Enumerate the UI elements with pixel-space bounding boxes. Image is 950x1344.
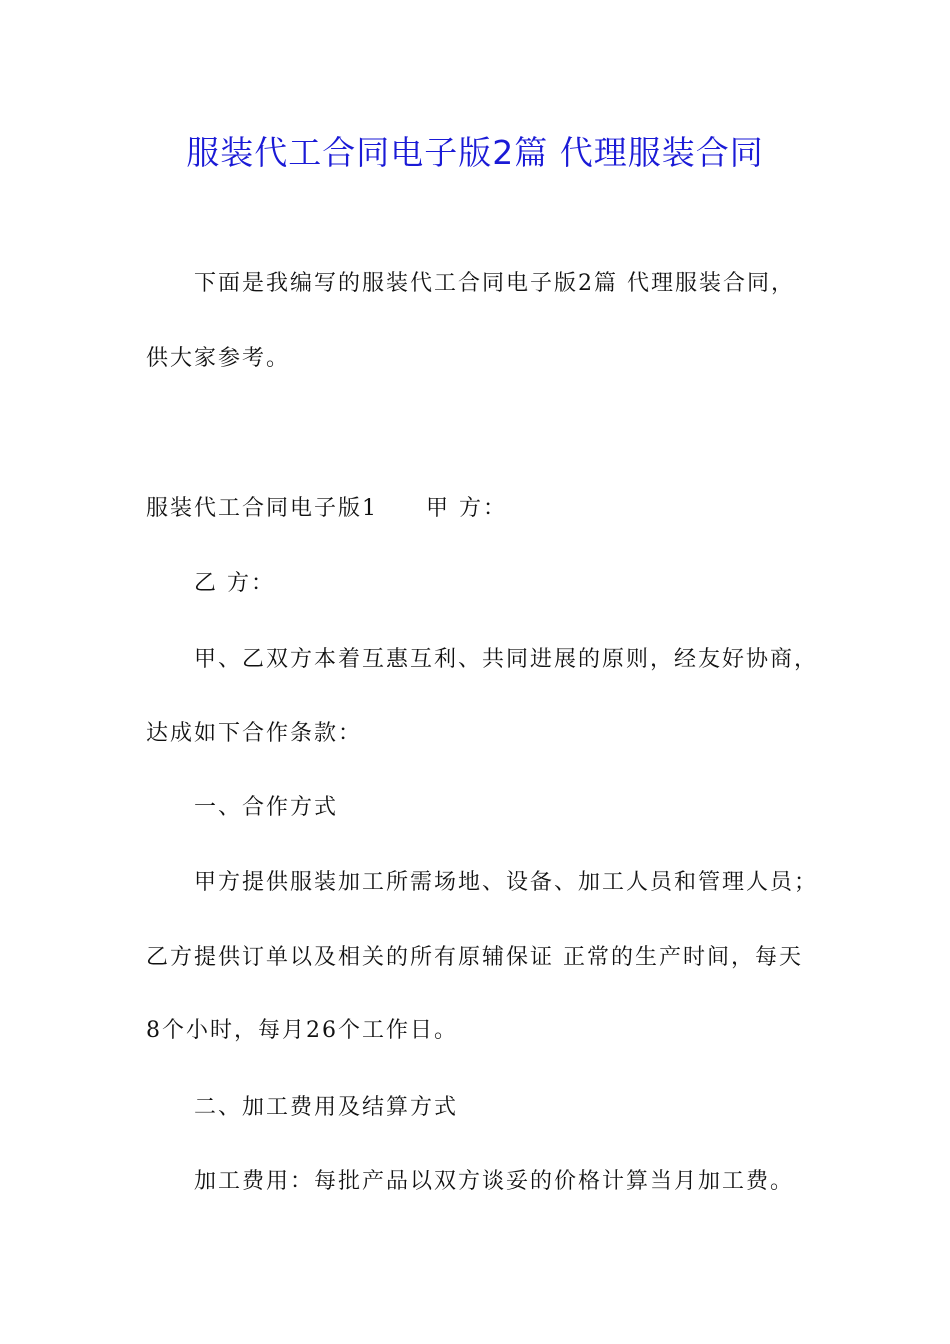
section-heading-row [146, 494, 507, 524]
clause-1-line-3: 8个小时，每月26个工作日。 [146, 1018, 458, 1043]
clause-1-heading: 一、合作方式 [194, 795, 339, 820]
clause-1-line-1: 甲方提供服装加工所需场地、设备、加工人员和管理人员； [194, 870, 819, 895]
party-a-label: 甲 方： [426, 496, 507, 521]
clause-1-line-2: 乙方提供订单以及相关的所有原辅保证 正常的生产时间，每天 [146, 945, 803, 970]
document-title: 服装代工合同电子版2篇 代理服装合同 [186, 133, 764, 172]
preamble-line-2: 达成如下合作条款： [146, 721, 363, 746]
intro-line-1: 下面是我编写的服装代工合同电子版2篇 代理服装合同， [194, 271, 795, 296]
intro-line-2: 供大家参考。 [146, 346, 291, 371]
party-b-label: 乙 方： [194, 571, 275, 596]
section-heading: 服装代工合同电子版1 [146, 496, 378, 521]
preamble-line-1: 甲、乙双方本着互惠互利、共同进展的原则，经友好协商， [194, 647, 819, 672]
clause-2-line-1: 加工费用：每批产品以双方谈妥的价格计算当月加工费。 [194, 1169, 795, 1194]
clause-2-heading: 二、加工费用及结算方式 [194, 1095, 459, 1120]
